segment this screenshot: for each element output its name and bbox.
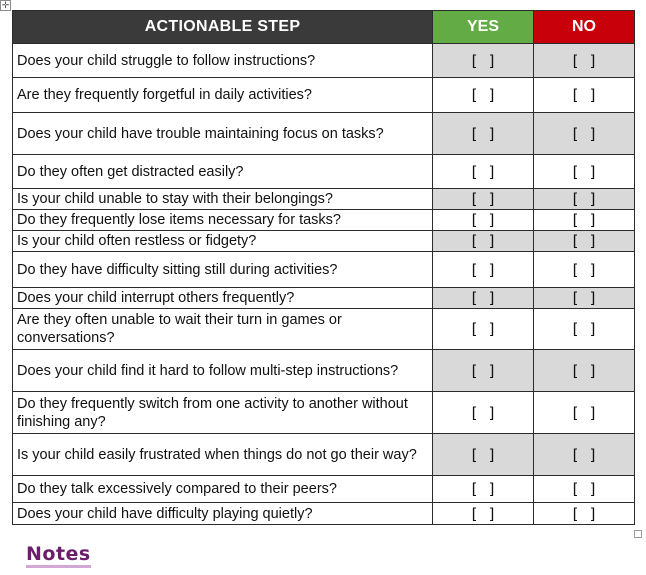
question-text: Does your child interrupt others frequently? xyxy=(13,288,433,309)
yes-checkbox[interactable]: [ ] xyxy=(433,78,534,113)
no-checkbox[interactable]: [ ] xyxy=(534,309,635,350)
table-row xyxy=(13,189,635,210)
no-checkbox[interactable]: [ ] xyxy=(534,476,635,503)
table-row xyxy=(13,113,635,155)
table-row xyxy=(13,392,635,434)
table-row xyxy=(13,434,635,476)
question-text: Are they often unable to wait their turn in games or conversations? xyxy=(13,309,433,350)
no-checkbox[interactable]: [ ] xyxy=(534,155,635,189)
table-row xyxy=(13,210,635,231)
yes-checkbox[interactable]: [ ] xyxy=(433,189,534,210)
no-checkbox[interactable]: [ ] xyxy=(534,78,635,113)
question-text: Do they frequently switch from one activity to another without finishing any? xyxy=(13,392,433,434)
question-text: Does your child struggle to follow instructions? xyxy=(13,44,433,78)
table-row xyxy=(13,155,635,189)
header-actionable-step: ACTIONABLE STEP xyxy=(13,11,433,44)
no-checkbox[interactable]: [ ] xyxy=(534,231,635,252)
header-yes: YES xyxy=(433,11,534,44)
no-checkbox[interactable]: [ ] xyxy=(534,350,635,392)
yes-checkbox[interactable]: [ ] xyxy=(433,44,534,78)
yes-checkbox[interactable]: [ ] xyxy=(433,309,534,350)
no-checkbox[interactable]: [ ] xyxy=(534,288,635,309)
table-row xyxy=(13,288,635,309)
table-row xyxy=(13,44,635,78)
table-row xyxy=(13,78,635,113)
yes-checkbox[interactable]: [ ] xyxy=(433,113,534,155)
checklist-table xyxy=(12,10,635,525)
question-text: Is your child unable to stay with their belongings? xyxy=(13,189,433,210)
yes-checkbox[interactable]: [ ] xyxy=(433,434,534,476)
yes-checkbox[interactable]: [ ] xyxy=(433,288,534,309)
yes-checkbox[interactable]: [ ] xyxy=(433,155,534,189)
yes-checkbox[interactable]: [ ] xyxy=(433,210,534,231)
header-row xyxy=(13,11,635,44)
question-text: Do they have difficulty sitting still during activities? xyxy=(13,252,433,288)
question-text: Does your child find it hard to follow multi-step instructions? xyxy=(13,350,433,392)
yes-checkbox[interactable]: [ ] xyxy=(433,350,534,392)
question-text: Are they frequently forgetful in daily activities? xyxy=(13,78,433,113)
table-row xyxy=(13,231,635,252)
no-checkbox[interactable]: [ ] xyxy=(534,503,635,525)
question-text: Do they frequently lose items necessary for tasks? xyxy=(13,210,433,231)
question-text: Do they often get distracted easily? xyxy=(13,155,433,189)
table-row xyxy=(13,503,635,525)
table-row xyxy=(13,252,635,288)
table-row xyxy=(13,309,635,350)
yes-checkbox[interactable]: [ ] xyxy=(433,392,534,434)
table-row xyxy=(13,476,635,503)
question-text: Is your child easily frustrated when things do not go their way? xyxy=(13,434,433,476)
notes-heading: Notes xyxy=(26,544,91,568)
no-checkbox[interactable]: [ ] xyxy=(534,252,635,288)
table-row xyxy=(13,350,635,392)
no-checkbox[interactable]: [ ] xyxy=(534,189,635,210)
yes-checkbox[interactable]: [ ] xyxy=(433,476,534,503)
yes-checkbox[interactable]: [ ] xyxy=(433,252,534,288)
table-move-handle[interactable]: ✛ xyxy=(1,0,10,10)
no-checkbox[interactable]: [ ] xyxy=(534,44,635,78)
no-checkbox[interactable]: [ ] xyxy=(534,210,635,231)
question-text: Is your child often restless or fidgety? xyxy=(13,231,433,252)
no-checkbox[interactable]: [ ] xyxy=(534,113,635,155)
no-checkbox[interactable]: [ ] xyxy=(534,392,635,434)
table-resize-handle[interactable] xyxy=(634,530,642,538)
header-no: NO xyxy=(534,11,635,44)
question-text: Do they talk excessively compared to their peers? xyxy=(13,476,433,503)
no-checkbox[interactable]: [ ] xyxy=(534,434,635,476)
question-text: Does your child have difficulty playing quietly? xyxy=(13,503,433,525)
yes-checkbox[interactable]: [ ] xyxy=(433,503,534,525)
question-text: Does your child have trouble maintaining focus on tasks? xyxy=(13,113,433,155)
yes-checkbox[interactable]: [ ] xyxy=(433,231,534,252)
